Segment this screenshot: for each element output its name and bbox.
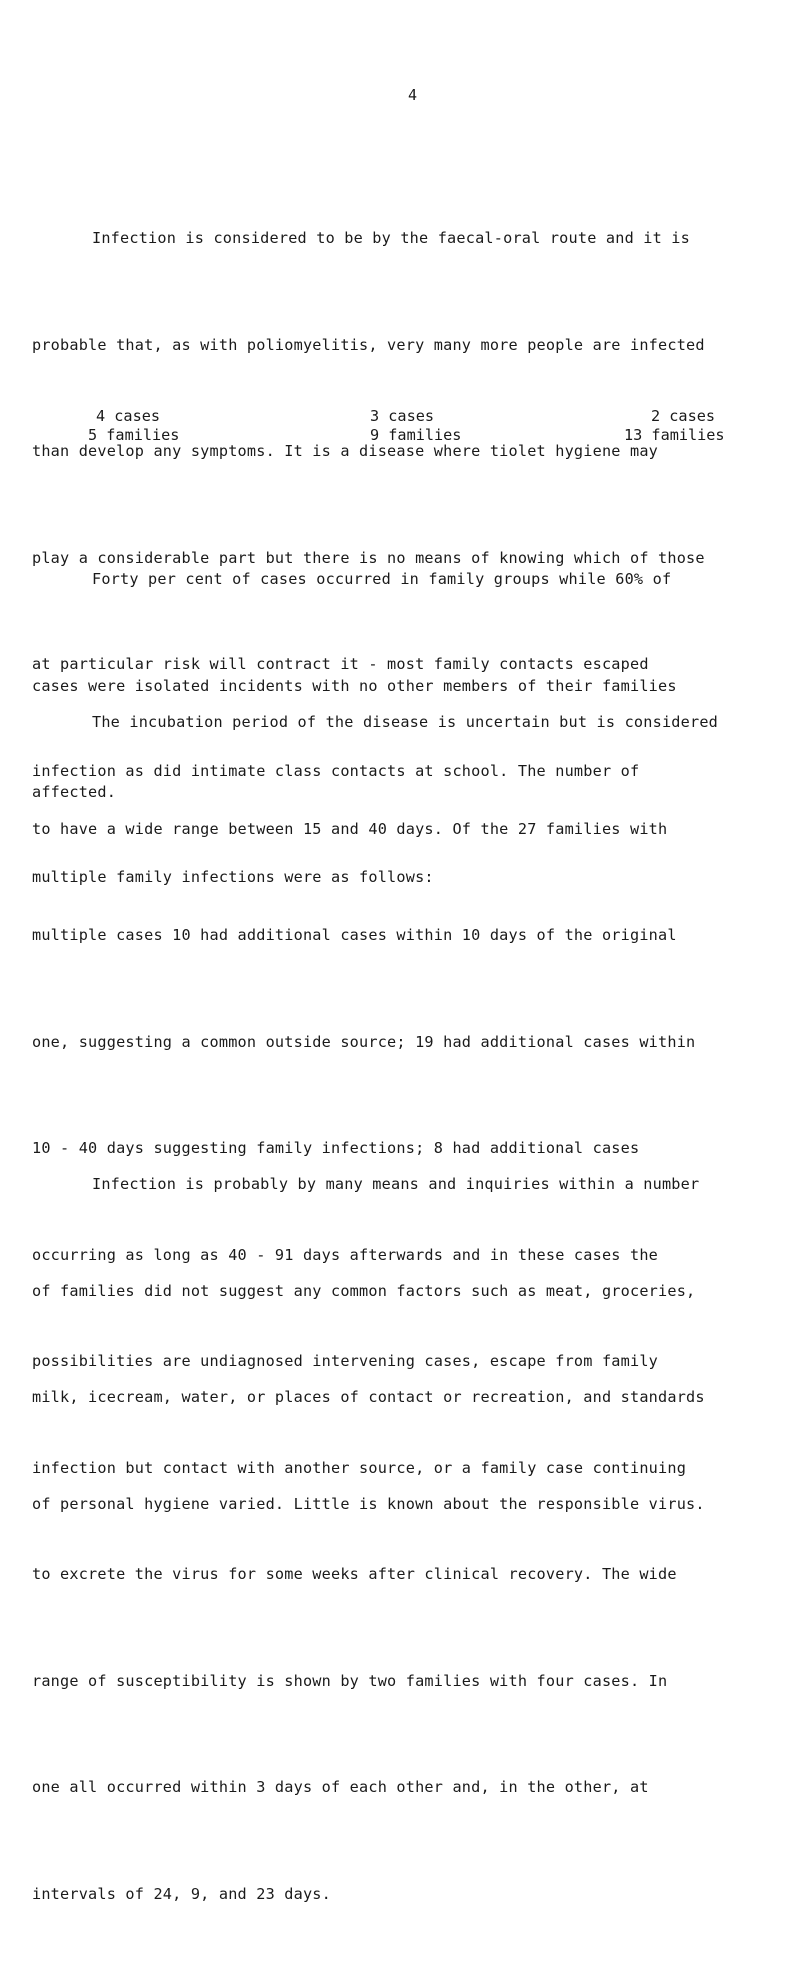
family-column <box>624 407 725 445</box>
text-line: cases were isolated incidents with no other members of their families <box>32 676 677 695</box>
text-line: Forty per cent of cases occurred in family groups while 60% of <box>92 570 672 588</box>
text-line: 10 - 40 days suggesting family infections; 8 had additional cases <box>32 1139 640 1157</box>
families-count: 9 families <box>370 426 462 444</box>
text-line: range of susceptibility is shown by two families with four cases. In <box>32 1671 668 1690</box>
text-line: The incubation period of the disease is uncertain but is considered <box>92 713 719 731</box>
text-line: intervals of 24, 9, and 23 days. <box>32 1884 331 1903</box>
families-count: 5 families <box>88 426 180 444</box>
text-line: at particular risk will contract it - most family contacts escaped <box>32 655 649 673</box>
text-line: affected. <box>32 783 117 801</box>
family-column <box>88 407 179 445</box>
text-line: infection but contact with another source, or a family case continuing <box>32 1458 687 1477</box>
text-line: possibilities are undiagnosed intervening cases, escape from family <box>32 1352 659 1370</box>
cases-count: 2 cases <box>651 407 716 425</box>
text-line: to have a wide range between 15 and 40 days. Of the 27 families with <box>32 819 668 838</box>
text-line: to excrete the virus for some weeks after clinical recovery. The wide <box>32 1565 677 1583</box>
cases-count: 3 cases <box>370 407 435 425</box>
text-line: multiple family infections were as follows: <box>32 868 434 886</box>
text-line: play a considerable part but there is no means of knowing which of those <box>32 548 705 567</box>
text-line: multiple cases 10 had additional cases within 10 days of the original <box>32 926 677 944</box>
text-line: probable that, as with poliomyelitis, very many more people are infected <box>32 335 705 354</box>
text-line: one, suggesting a common outside source; 19 had additional cases within <box>32 1032 696 1051</box>
page-number: 4 <box>408 86 418 104</box>
text-line: one all occurred within 3 days of each other and, in the other, at <box>32 1778 649 1796</box>
text-line: Infection is considered to be by the faecal-oral route and it is <box>92 229 690 247</box>
text-line: than develop any symptoms. It is a disease where tiolet hygiene may <box>32 442 659 460</box>
cases-count: 4 cases <box>96 407 161 425</box>
families-count: 13 families <box>624 426 725 444</box>
text-line: of families did not suggest any common factors such as meat, groceries, <box>32 1281 696 1300</box>
text-line: milk, icecream, water, or places of contact or recreation, and standards <box>32 1388 705 1406</box>
text-line: of personal hygiene varied. Little is known about the responsible virus. <box>32 1494 705 1513</box>
text-line: infection as did intimate class contacts at school. The number of <box>32 761 640 780</box>
text-line: Infection is probably by many means and inquiries within a number <box>92 1175 700 1193</box>
family-column <box>370 407 461 445</box>
paragraph-infection-means <box>32 1096 772 1593</box>
text-line: occurring as long as 40 - 91 days afterwards and in these cases the <box>32 1245 659 1264</box>
